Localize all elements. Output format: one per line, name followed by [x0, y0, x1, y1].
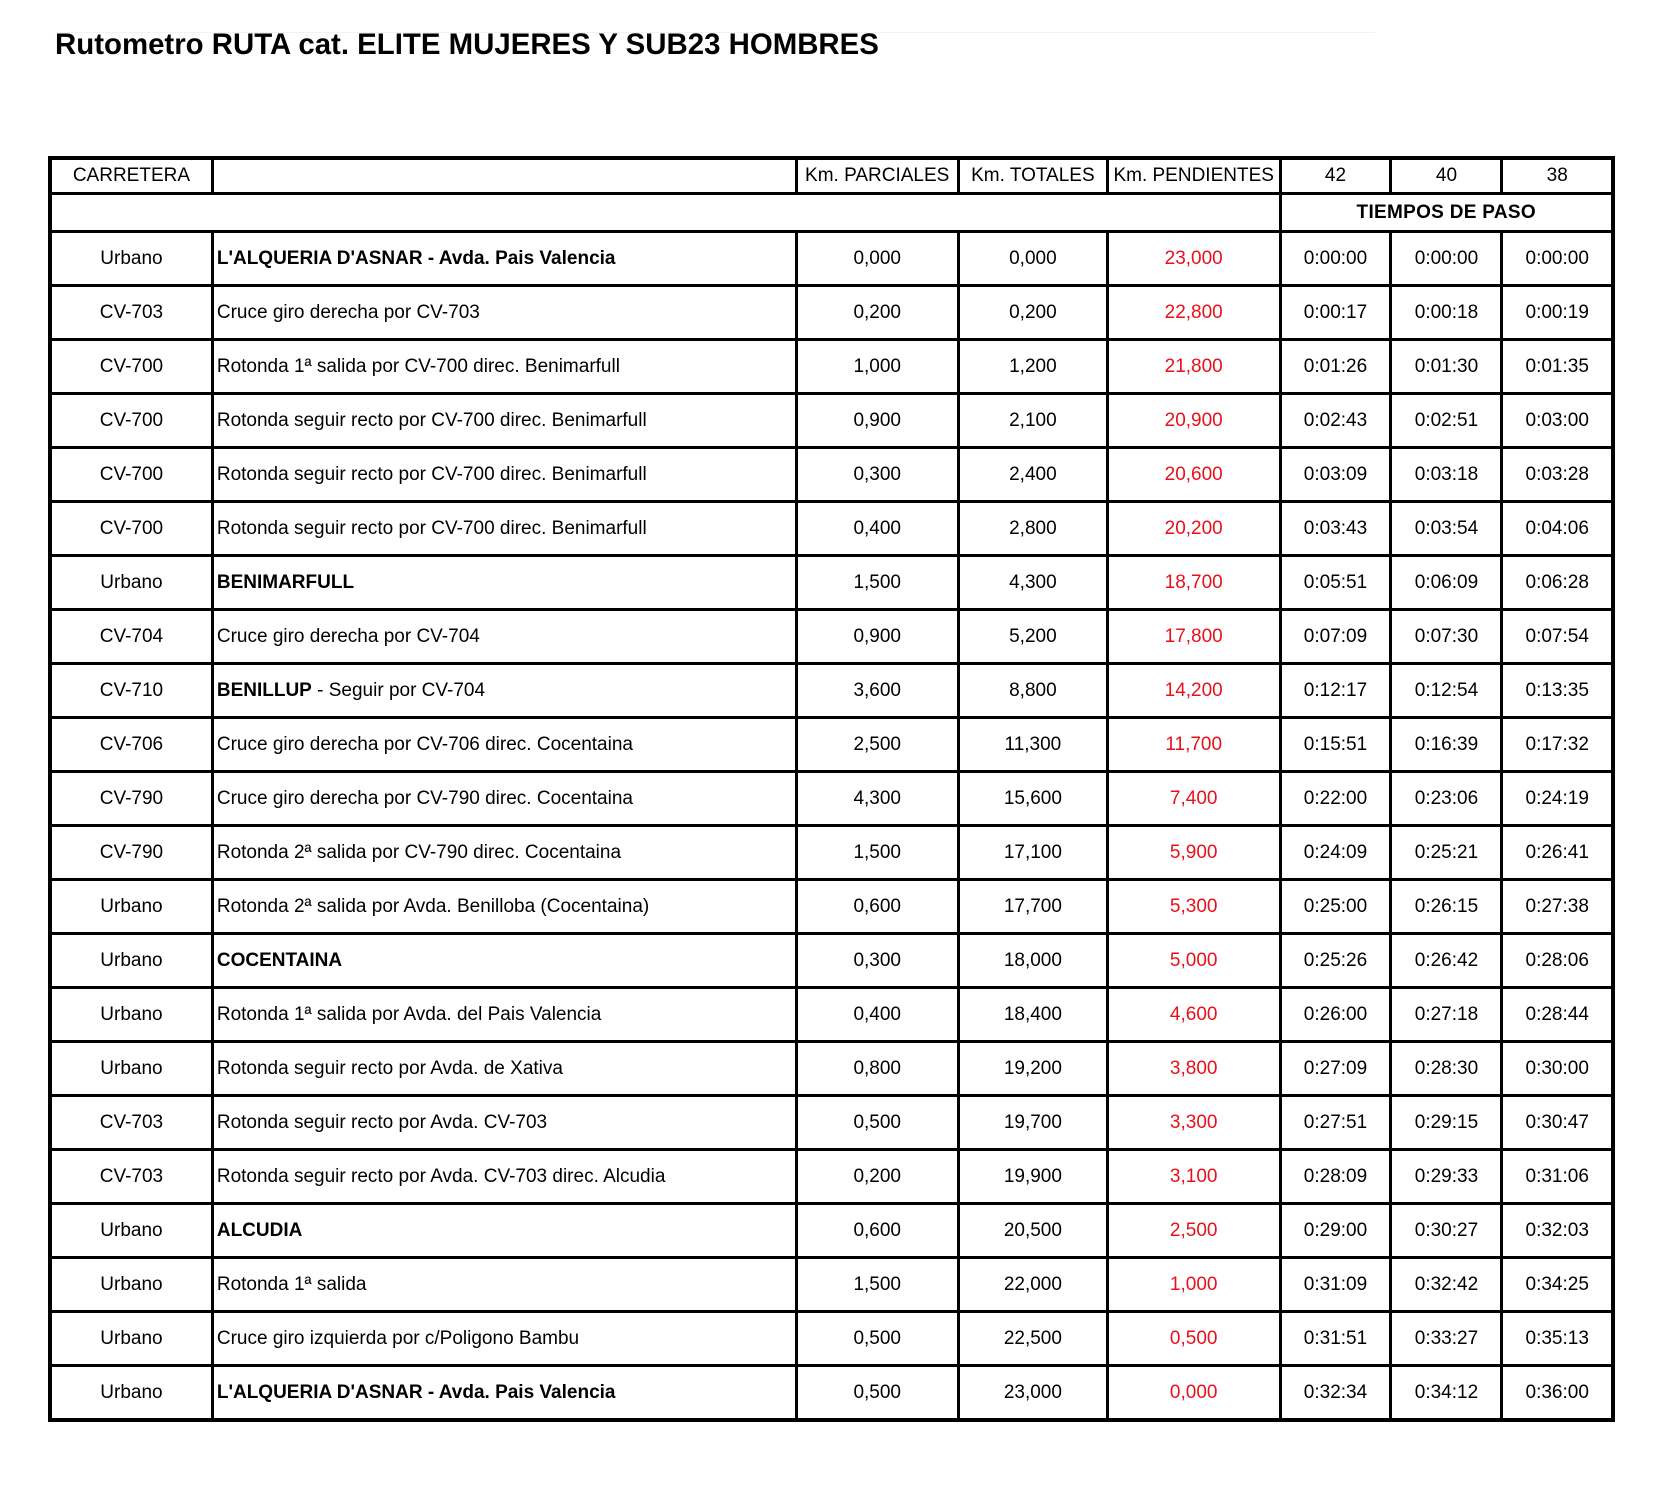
cell-km-totales: 0,000 [958, 232, 1107, 286]
cell-carretera: CV-704 [50, 610, 212, 664]
cell-km-parciales: 0,600 [796, 1204, 958, 1258]
cell-km-totales: 19,200 [958, 1042, 1107, 1096]
cell-carretera: CV-703 [50, 286, 212, 340]
cell-km-pendientes: 14,200 [1107, 664, 1280, 718]
cell-description [212, 988, 796, 1042]
cell-description [212, 556, 796, 610]
cell-description [212, 502, 796, 556]
cell-carretera: Urbano [50, 880, 212, 934]
cell-carretera: CV-700 [50, 340, 212, 394]
cell-km-totales: 19,900 [958, 1150, 1107, 1204]
table-row [50, 718, 1613, 772]
cell-carretera: Urbano [50, 1312, 212, 1366]
cell-time-38: 0:26:41 [1502, 826, 1613, 880]
cell-km-pendientes: 3,300 [1107, 1096, 1280, 1150]
subheader-row [50, 194, 1613, 232]
cell-description [212, 1312, 796, 1366]
table-row [50, 610, 1613, 664]
cell-km-totales: 18,000 [958, 934, 1107, 988]
table-row [50, 502, 1613, 556]
cell-time-42: 0:25:26 [1280, 934, 1391, 988]
cell-km-parciales: 1,500 [796, 826, 958, 880]
cell-time-40: 0:00:00 [1391, 232, 1502, 286]
header-km-parciales: Km. PARCIALES [796, 158, 958, 194]
cell-km-pendientes: 1,000 [1107, 1258, 1280, 1312]
table-row [50, 772, 1613, 826]
description-place-name: L'ALQUERIA D'ASNAR - Avda. Pais Valencia [216, 1381, 616, 1403]
cell-carretera: Urbano [50, 988, 212, 1042]
cell-km-totales: 2,100 [958, 394, 1107, 448]
cell-km-totales: 4,300 [958, 556, 1107, 610]
cell-carretera: CV-790 [50, 826, 212, 880]
description-text: Rotonda 1ª salida [216, 1273, 367, 1295]
cell-time-42: 0:25:00 [1280, 880, 1391, 934]
cell-km-totales: 11,300 [958, 718, 1107, 772]
cell-description [212, 1204, 796, 1258]
cell-time-38: 0:34:25 [1502, 1258, 1613, 1312]
description-place-name: COCENTAINA [216, 949, 343, 971]
cell-time-42: 0:07:09 [1280, 610, 1391, 664]
cell-time-42: 0:12:17 [1280, 664, 1391, 718]
description-place-name: BENIMARFULL [216, 571, 355, 593]
table-row [50, 1042, 1613, 1096]
cell-time-42: 0:31:51 [1280, 1312, 1391, 1366]
cell-km-parciales: 0,500 [796, 1096, 958, 1150]
cell-description [212, 394, 796, 448]
cell-time-40: 0:12:54 [1391, 664, 1502, 718]
cell-km-pendientes: 21,800 [1107, 340, 1280, 394]
header-km-pendientes: Km. PENDIENTES [1107, 158, 1280, 194]
cell-time-38: 0:00:00 [1502, 232, 1613, 286]
cell-time-40: 0:28:30 [1391, 1042, 1502, 1096]
cell-carretera: CV-710 [50, 664, 212, 718]
description-text: Cruce giro derecha por CV-790 direc. Cocentaina [216, 787, 633, 809]
cell-carretera: Urbano [50, 1204, 212, 1258]
cell-time-40: 0:29:15 [1391, 1096, 1502, 1150]
cell-km-pendientes: 18,700 [1107, 556, 1280, 610]
cell-km-parciales: 0,500 [796, 1366, 958, 1421]
description-text: Cruce giro derecha por CV-703 [216, 301, 480, 323]
cell-time-38: 0:03:28 [1502, 448, 1613, 502]
cell-time-38: 0:32:03 [1502, 1204, 1613, 1258]
tiempos-de-paso-header: TIEMPOS DE PASO [1280, 194, 1613, 232]
cell-time-40: 0:06:09 [1391, 556, 1502, 610]
table-row [50, 988, 1613, 1042]
cell-description [212, 286, 796, 340]
table-row [50, 340, 1613, 394]
cell-km-totales: 18,400 [958, 988, 1107, 1042]
cell-time-42: 0:22:00 [1280, 772, 1391, 826]
description-text: Rotonda 2ª salida por CV-790 direc. Cocentaina [216, 841, 622, 863]
cell-time-38: 0:30:47 [1502, 1096, 1613, 1150]
cell-km-totales: 5,200 [958, 610, 1107, 664]
table-row [50, 664, 1613, 718]
cell-time-42: 0:27:51 [1280, 1096, 1391, 1150]
table-row [50, 826, 1613, 880]
description-text: Rotonda seguir recto por CV-700 direc. Benimarfull [216, 463, 647, 485]
cell-description [212, 934, 796, 988]
cell-km-pendientes: 5,000 [1107, 934, 1280, 988]
cell-carretera: CV-790 [50, 772, 212, 826]
cell-time-40: 0:03:18 [1391, 448, 1502, 502]
description-text: - Seguir por CV-704 [311, 679, 486, 701]
description-text: Rotonda seguir recto por CV-700 direc. Benimarfull [216, 409, 647, 431]
route-table [48, 156, 1615, 1422]
cell-time-40: 0:16:39 [1391, 718, 1502, 772]
cell-km-totales: 23,000 [958, 1366, 1107, 1421]
cell-km-totales: 22,000 [958, 1258, 1107, 1312]
description-text: Rotonda 1ª salida por Avda. del Pais Valencia [216, 1003, 602, 1025]
table-row [50, 232, 1613, 286]
cell-time-42: 0:03:43 [1280, 502, 1391, 556]
cell-km-parciales: 0,900 [796, 610, 958, 664]
cell-km-parciales: 0,900 [796, 394, 958, 448]
cell-description [212, 1366, 796, 1421]
cell-time-42: 0:26:00 [1280, 988, 1391, 1042]
cell-km-totales: 15,600 [958, 772, 1107, 826]
cell-time-40: 0:26:42 [1391, 934, 1502, 988]
cell-km-parciales: 0,000 [796, 232, 958, 286]
cell-time-38: 0:04:06 [1502, 502, 1613, 556]
description-place-name: BENILLUP [216, 679, 312, 701]
cell-carretera: Urbano [50, 556, 212, 610]
cell-km-parciales: 0,200 [796, 286, 958, 340]
cell-time-38: 0:28:44 [1502, 988, 1613, 1042]
cell-km-pendientes: 17,800 [1107, 610, 1280, 664]
cell-description [212, 826, 796, 880]
description-place-name: ALCUDIA [216, 1219, 303, 1241]
cell-time-38: 0:24:19 [1502, 772, 1613, 826]
cell-time-40: 0:00:18 [1391, 286, 1502, 340]
cell-km-parciales: 0,300 [796, 934, 958, 988]
cell-carretera: CV-703 [50, 1096, 212, 1150]
cell-km-totales: 17,100 [958, 826, 1107, 880]
cell-km-pendientes: 0,500 [1107, 1312, 1280, 1366]
cell-km-totales: 1,200 [958, 340, 1107, 394]
cell-time-42: 0:00:17 [1280, 286, 1391, 340]
cell-carretera: CV-700 [50, 394, 212, 448]
description-text: Rotonda seguir recto por Avda. CV-703 [216, 1111, 548, 1133]
description-text: Rotonda 1ª salida por CV-700 direc. Benimarfull [216, 355, 620, 377]
cell-carretera: Urbano [50, 1042, 212, 1096]
cell-time-40: 0:25:21 [1391, 826, 1502, 880]
cell-km-parciales: 0,800 [796, 1042, 958, 1096]
cell-time-38: 0:28:06 [1502, 934, 1613, 988]
table-row [50, 1258, 1613, 1312]
cell-km-pendientes: 5,900 [1107, 826, 1280, 880]
cell-description [212, 1042, 796, 1096]
cell-km-parciales: 0,500 [796, 1312, 958, 1366]
cell-time-40: 0:32:42 [1391, 1258, 1502, 1312]
cell-time-40: 0:23:06 [1391, 772, 1502, 826]
cell-description [212, 718, 796, 772]
table-row [50, 1312, 1613, 1366]
cell-time-38: 0:30:00 [1502, 1042, 1613, 1096]
subheader-blank [50, 194, 1280, 232]
cell-time-42: 0:02:43 [1280, 394, 1391, 448]
cell-km-pendientes: 7,400 [1107, 772, 1280, 826]
table-row [50, 286, 1613, 340]
cell-time-40: 0:33:27 [1391, 1312, 1502, 1366]
cell-description [212, 772, 796, 826]
cell-carretera: CV-703 [50, 1150, 212, 1204]
cell-description [212, 1150, 796, 1204]
header-speed-38: 38 [1502, 158, 1613, 194]
table-row [50, 1150, 1613, 1204]
cell-description [212, 340, 796, 394]
cell-km-totales: 0,200 [958, 286, 1107, 340]
cell-description [212, 1096, 796, 1150]
cell-time-38: 0:27:38 [1502, 880, 1613, 934]
cell-description [212, 1258, 796, 1312]
cell-carretera: Urbano [50, 934, 212, 988]
table-row [50, 1204, 1613, 1258]
cell-km-parciales: 2,500 [796, 718, 958, 772]
cell-km-parciales: 1,000 [796, 340, 958, 394]
cell-time-42: 0:27:09 [1280, 1042, 1391, 1096]
table-row [50, 880, 1613, 934]
cell-time-40: 0:02:51 [1391, 394, 1502, 448]
cell-time-42: 0:29:00 [1280, 1204, 1391, 1258]
table-row [50, 556, 1613, 610]
cell-description [212, 448, 796, 502]
description-text: Rotonda seguir recto por CV-700 direc. Benimarfull [216, 517, 647, 539]
cell-time-42: 0:03:09 [1280, 448, 1391, 502]
cell-carretera: CV-700 [50, 502, 212, 556]
header-km-totales: Km. TOTALES [958, 158, 1107, 194]
cell-km-totales: 17,700 [958, 880, 1107, 934]
cell-km-pendientes: 22,800 [1107, 286, 1280, 340]
cell-km-pendientes: 5,300 [1107, 880, 1280, 934]
cell-description [212, 880, 796, 934]
table-row [50, 448, 1613, 502]
cell-carretera: Urbano [50, 1366, 212, 1421]
cell-km-pendientes: 4,600 [1107, 988, 1280, 1042]
header-carretera: CARRETERA [50, 158, 212, 194]
cell-km-pendientes: 3,800 [1107, 1042, 1280, 1096]
table-row [50, 1096, 1613, 1150]
cell-km-totales: 20,500 [958, 1204, 1107, 1258]
table-row [50, 934, 1613, 988]
cell-km-parciales: 0,600 [796, 880, 958, 934]
cell-time-42: 0:28:09 [1280, 1150, 1391, 1204]
cell-time-40: 0:34:12 [1391, 1366, 1502, 1421]
cell-time-40: 0:03:54 [1391, 502, 1502, 556]
cell-km-pendientes: 11,700 [1107, 718, 1280, 772]
description-text: Cruce giro derecha por CV-706 direc. Cocentaina [216, 733, 633, 755]
cell-km-pendientes: 20,600 [1107, 448, 1280, 502]
cell-time-42: 0:24:09 [1280, 826, 1391, 880]
cell-km-pendientes: 0,000 [1107, 1366, 1280, 1421]
cell-km-pendientes: 3,100 [1107, 1150, 1280, 1204]
header-row [50, 158, 1613, 194]
cell-time-40: 0:29:33 [1391, 1150, 1502, 1204]
cell-description [212, 232, 796, 286]
cell-km-pendientes: 20,900 [1107, 394, 1280, 448]
description-text: Rotonda seguir recto por Avda. CV-703 direc. Alcudia [216, 1165, 666, 1187]
cell-description [212, 664, 796, 718]
cell-km-totales: 22,500 [958, 1312, 1107, 1366]
description-text: Rotonda 2ª salida por Avda. Benilloba (Cocentaina) [216, 895, 650, 917]
cell-km-parciales: 0,200 [796, 1150, 958, 1204]
cell-time-40: 0:26:15 [1391, 880, 1502, 934]
cell-carretera: CV-706 [50, 718, 212, 772]
cell-time-38: 0:31:06 [1502, 1150, 1613, 1204]
cell-description [212, 610, 796, 664]
cell-time-38: 0:00:19 [1502, 286, 1613, 340]
cell-km-parciales: 1,500 [796, 1258, 958, 1312]
cell-km-parciales: 0,300 [796, 448, 958, 502]
cell-km-pendientes: 23,000 [1107, 232, 1280, 286]
description-text: Cruce giro derecha por CV-704 [216, 625, 480, 647]
cell-time-38: 0:06:28 [1502, 556, 1613, 610]
description-text: Cruce giro izquierda por c/Poligono Bambu [216, 1327, 580, 1349]
cell-time-42: 0:32:34 [1280, 1366, 1391, 1421]
cell-km-totales: 8,800 [958, 664, 1107, 718]
cell-time-40: 0:01:30 [1391, 340, 1502, 394]
cell-time-40: 0:30:27 [1391, 1204, 1502, 1258]
cell-time-42: 0:01:26 [1280, 340, 1391, 394]
cell-km-parciales: 1,500 [796, 556, 958, 610]
cell-time-38: 0:36:00 [1502, 1366, 1613, 1421]
cell-time-38: 0:13:35 [1502, 664, 1613, 718]
cell-time-42: 0:00:00 [1280, 232, 1391, 286]
cell-time-42: 0:31:09 [1280, 1258, 1391, 1312]
cell-km-parciales: 3,600 [796, 664, 958, 718]
cell-time-42: 0:15:51 [1280, 718, 1391, 772]
cell-km-pendientes: 2,500 [1107, 1204, 1280, 1258]
cell-km-totales: 2,800 [958, 502, 1107, 556]
table-row [50, 394, 1613, 448]
cell-carretera: Urbano [50, 232, 212, 286]
table-row [50, 1366, 1613, 1421]
header-speed-40: 40 [1391, 158, 1502, 194]
header-speed-42: 42 [1280, 158, 1391, 194]
description-place-name: L'ALQUERIA D'ASNAR - Avda. Pais Valencia [216, 247, 616, 269]
page-title: Rutometro RUTA cat. ELITE MUJERES Y SUB23 HOMBRES [55, 28, 879, 61]
cell-time-38: 0:01:35 [1502, 340, 1613, 394]
cell-time-38: 0:17:32 [1502, 718, 1613, 772]
cell-time-38: 0:07:54 [1502, 610, 1613, 664]
header-description [212, 158, 796, 194]
cell-time-42: 0:05:51 [1280, 556, 1391, 610]
cell-km-pendientes: 20,200 [1107, 502, 1280, 556]
cell-carretera: CV-700 [50, 448, 212, 502]
cell-km-parciales: 0,400 [796, 502, 958, 556]
cell-carretera: Urbano [50, 1258, 212, 1312]
cell-time-40: 0:07:30 [1391, 610, 1502, 664]
cell-km-parciales: 0,400 [796, 988, 958, 1042]
cell-time-38: 0:35:13 [1502, 1312, 1613, 1366]
cell-km-totales: 2,400 [958, 448, 1107, 502]
cell-km-parciales: 4,300 [796, 772, 958, 826]
cell-time-40: 0:27:18 [1391, 988, 1502, 1042]
cell-km-totales: 19,700 [958, 1096, 1107, 1150]
description-text: Rotonda seguir recto por Avda. de Xativa [216, 1057, 563, 1079]
cell-time-38: 0:03:00 [1502, 394, 1613, 448]
